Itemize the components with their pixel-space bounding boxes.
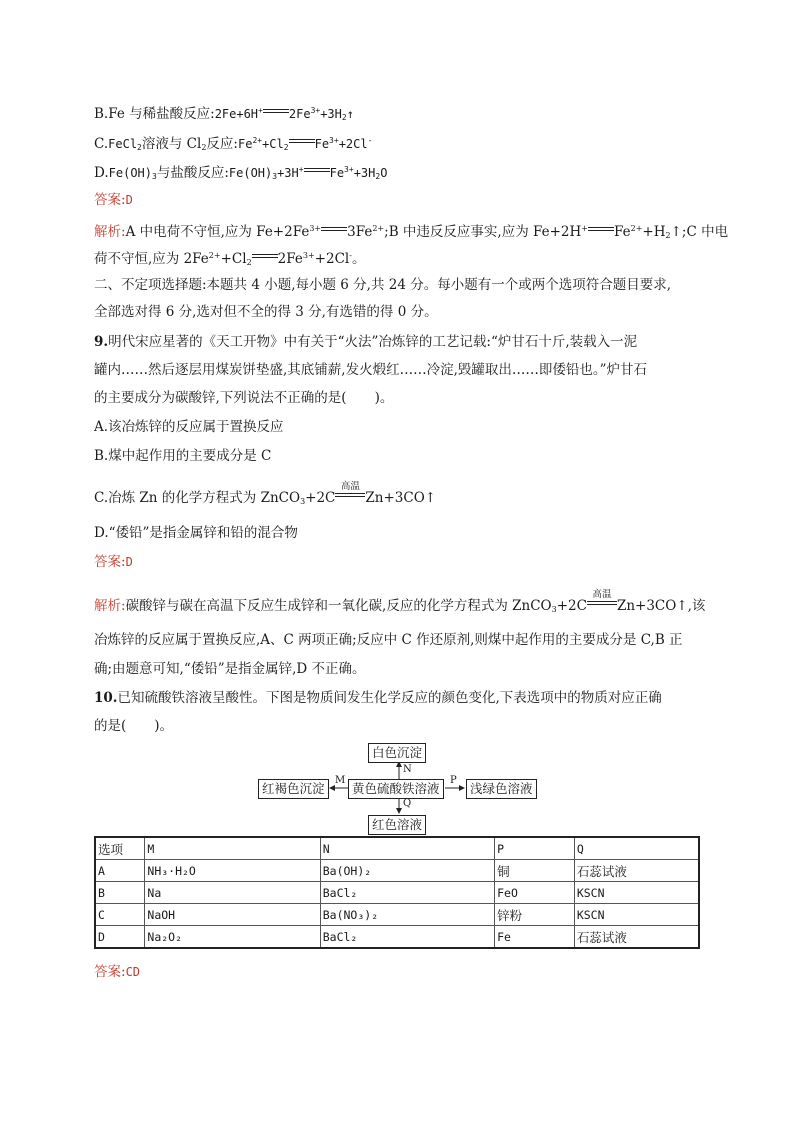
table-header-cell: 选项 — [95, 837, 145, 860]
analysis-line: 确;由题意可知,“倭铅”是指金属锌,D 不正确。 — [94, 661, 366, 677]
answer-value: CD — [125, 965, 141, 979]
q9-option-a: A.该冶炼锌的反应属于置换反应 — [94, 419, 284, 435]
answer-value: D — [125, 193, 133, 207]
option-text: 反应: — [206, 136, 238, 152]
table-cell: Ba(NO₃)₂ — [320, 904, 494, 926]
option-label: C. — [94, 136, 109, 152]
question-number: 10. — [94, 690, 118, 706]
q9-option-b: B.煤中起作用的主要成分是 C — [94, 448, 272, 464]
analysis-line: 解析:碳酸锌与碳在高温下反应生成锌和一氧化碳,反应的化学方程式为 ZnCO$_3$+2C 高温 Zn+3CO↑,该 — [94, 589, 706, 614]
table-cell: FeO — [495, 882, 575, 904]
table-header-cell: P — [495, 837, 575, 860]
question-9-line: 的主要成分为碳酸锌,下列说法不正确的是( )。 — [94, 390, 394, 406]
table-cell: Fe — [495, 926, 575, 949]
question-9-line: 罐内……然后逐层用煤炭饼垫盛,其底铺薪,发火煅红……冷淀,毁罐取出……即倭铅也。”炉甘石 — [94, 362, 648, 378]
table-header-row — [95, 837, 699, 860]
section-heading: 全部选对得 6 分,选对但不全的得 3 分,有选错的得 0 分。 — [94, 304, 438, 320]
equation: 2Fe+6H+ $2Fe^{3+}+3H_2↑$ — [214, 106, 354, 122]
diagram-box-right: 浅绿色溶液 — [466, 779, 537, 799]
diagram-label-q: Q — [403, 798, 412, 809]
question-10-line: 10.已知硫酸铁溶液呈酸性。下图是物质间发生化学反应的颜色变化,下表选项中的物质对应正确 — [94, 690, 662, 706]
diagram-box-bottom: 红色溶液 — [368, 815, 426, 835]
reaction-condition: 高温 — [340, 481, 360, 492]
analysis-line: 冶炼锌的反应属于置换反应,A、C 两项正确;反应中 C 作还原剂,则煤中起作用的主要成分是 C,B 正 — [94, 632, 683, 648]
table-cell: 石蕊试液 — [574, 926, 699, 949]
diagram-box-left: 红褐色沉淀 — [258, 779, 329, 799]
options-table — [94, 836, 700, 949]
table-cell: BaCl₂ — [320, 882, 494, 904]
table-cell: B — [95, 882, 145, 904]
table-cell: 石蕊试液 — [574, 860, 699, 882]
diagram-box-top: 白色沉淀 — [368, 743, 426, 763]
table-cell: Na₂O₂ — [145, 926, 320, 949]
diagram-box-center: 黄色硫酸铁溶液 — [348, 779, 444, 799]
analysis-label: 解析: — [94, 224, 126, 240]
formula: $Fe(OH)_3$ — [108, 166, 157, 181]
section-heading: 二、不定项选择题:本题共 4 小题,每小题 6 分,共 24 分。每小题有一个或两个选项符合题目要求, — [94, 277, 672, 293]
option-text: Fe 与稀盐酸反应: — [108, 106, 215, 122]
analysis-line: 解析:A 中电荷不守恒,应为 $Fe+2Fe^{3+}$ $3Fe^{2+};B$ 中违反反应事实,应为 Fe+2H+ $Fe^{2+}+H_2↑;C$ 中电 — [94, 224, 729, 240]
formula: FeCl$_2$ — [108, 137, 142, 152]
diagram-label-n: N — [403, 764, 412, 775]
equation: $Fe(OH)_3+3H^+$ $Fe^{3+}+3H_2O$ — [228, 165, 388, 181]
q9-option-c: C.冶炼 Zn 的化学方程式为 ZnCO$_3$+2C 高温 Zn+3CO↑ — [94, 488, 436, 512]
table-cell: C — [95, 904, 145, 926]
option-label: D. — [94, 165, 109, 181]
option-text: 溶液与 Cl — [141, 136, 202, 152]
question-10-line: 的是( )。 — [94, 718, 174, 734]
q9-option-d: D.“倭铅”是指金属锌和铅的混合物 — [94, 525, 298, 541]
table-cell: Ba(OH)₂ — [320, 860, 494, 882]
equation: $Fe^{2+}+Cl_2$ $Fe^{3+}+2Cl^-$ — [237, 136, 373, 152]
option-label: B. — [94, 106, 109, 122]
table-row — [95, 882, 699, 904]
table-row — [95, 904, 699, 926]
option-text: 与盐酸反应: — [156, 165, 229, 181]
table-cell: KSCN — [574, 882, 699, 904]
table-header-cell: M — [145, 837, 320, 860]
analysis-line: 荷不守恒,应为 $2Fe^{2+}+Cl_2$ $2Fe^{3+}+2Cl^-$。 — [94, 251, 366, 267]
table-cell: NaOH — [145, 904, 320, 926]
analysis-label: 解析: — [94, 598, 126, 614]
diagram-label-m: M — [335, 775, 346, 786]
question-number: 9. — [94, 334, 109, 350]
table-cell: Na — [145, 882, 320, 904]
question-9-line: 9.明代宋应星著的《天工开物》中有关于“火法”冶炼锌的工艺记载:“炉甘石十斤,装载入一泥 — [94, 334, 638, 350]
option-c-line: C.FeCl$_2$溶液与 $Cl_2$反应$:Fe^{2+}+Cl_2$ $Fe^{3+}+2Cl^-$ — [94, 136, 373, 152]
answer-line: 答案:D — [94, 192, 133, 208]
diagram-label-p: P — [450, 775, 457, 786]
table-cell: KSCN — [574, 904, 699, 926]
answer-line: 答案:D — [94, 554, 133, 570]
table-cell: 铜 — [495, 860, 575, 882]
table-cell: BaCl₂ — [320, 926, 494, 949]
table-row — [95, 860, 699, 882]
table-header-cell: N — [320, 837, 494, 860]
table-cell: D — [95, 926, 145, 949]
table-row — [95, 926, 699, 949]
table-header-cell: Q — [574, 837, 699, 860]
table-cell: NH₃·H₂O — [145, 860, 320, 882]
table-cell: 锌粉 — [495, 904, 575, 926]
table-cell: A — [95, 860, 145, 882]
answer-line: 答案:CD — [94, 964, 141, 980]
answer-value: D — [125, 555, 133, 569]
